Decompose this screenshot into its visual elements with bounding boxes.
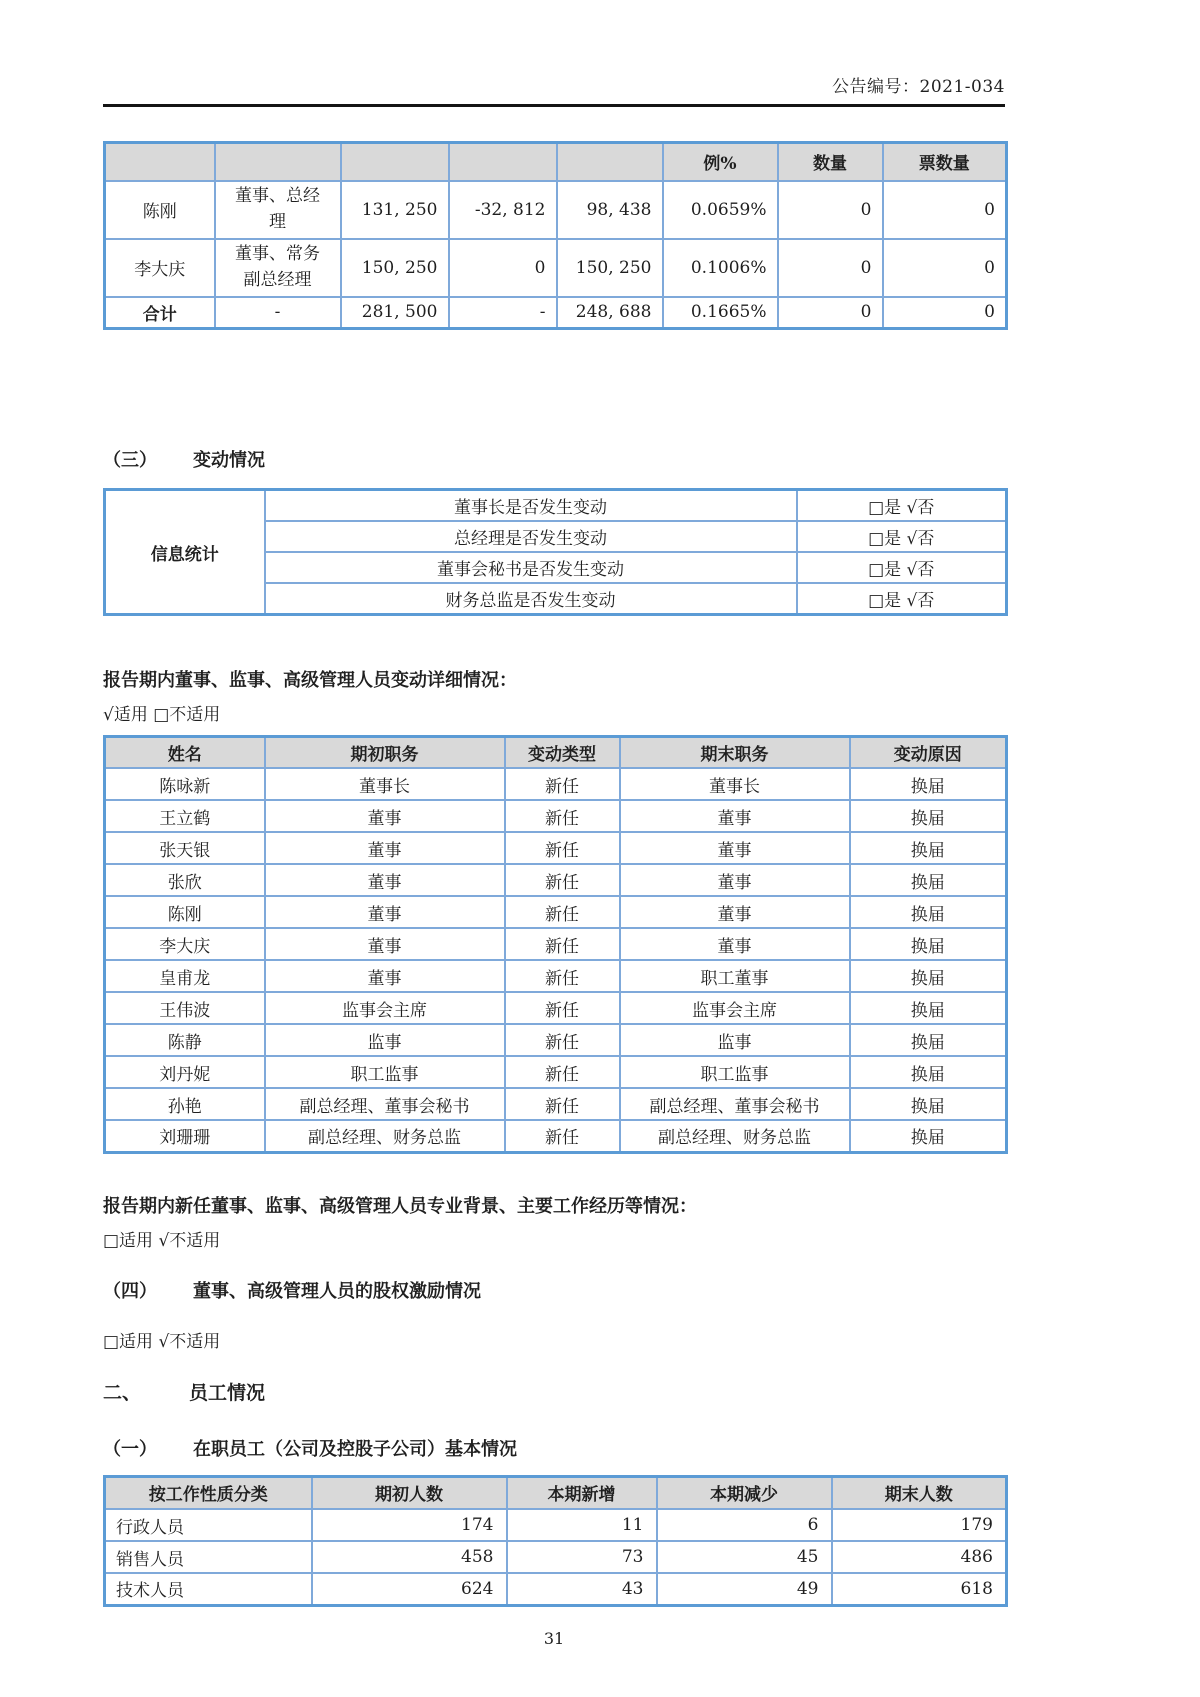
cell: 陈刚 [105, 181, 215, 239]
cell: 董事、常务副总经理 [215, 239, 341, 297]
cell: 行政人员 [105, 1509, 312, 1541]
cell: - [449, 297, 557, 329]
cell: 换届 [850, 832, 1007, 864]
header-cell: 期初职务 [265, 737, 505, 769]
table-row [105, 1573, 1007, 1605]
question-cell: 董事会秘书是否发生变动 [265, 552, 797, 583]
cell: 职工监事 [620, 1056, 850, 1088]
new-appointment-heading: 报告期内新任董事、监事、高级管理人员专业背景、主要工作经历等情况： [103, 1195, 697, 1217]
cell: 副总经理、财务总监 [620, 1120, 850, 1152]
cell: 新任 [505, 1120, 620, 1152]
table-row [105, 992, 1007, 1024]
cell: 新任 [505, 832, 620, 864]
cell: 0 [778, 297, 883, 329]
cell: 董事 [620, 896, 850, 928]
cell: 131, 250 [341, 181, 449, 239]
cell: 合计 [105, 297, 215, 329]
doc-number: 公告编号：2021-034 [832, 77, 1005, 97]
section-number: 二、 [103, 1381, 142, 1404]
table-row [105, 1024, 1007, 1056]
cell: 换届 [850, 800, 1007, 832]
cell: 新任 [505, 960, 620, 992]
table-row [105, 297, 1007, 329]
section-title: 员工情况 [189, 1381, 266, 1404]
cell: 董事 [620, 864, 850, 896]
cell: 6 [657, 1509, 832, 1541]
header-cell: 本期新增 [507, 1476, 657, 1509]
cell: 监事 [620, 1024, 850, 1056]
table-row [105, 1509, 1007, 1541]
cell: 李大庆 [105, 928, 265, 960]
section-title: 变动情况 [193, 450, 265, 471]
table-row [105, 896, 1007, 928]
cell: 0 [883, 297, 1007, 329]
cell: 179 [832, 1509, 1007, 1541]
cell: 李大庆 [105, 239, 215, 297]
remuneration-table [103, 141, 1008, 330]
header-cell: 票数量 [883, 143, 1007, 181]
cell: 新任 [505, 928, 620, 960]
cell: 王立鹤 [105, 800, 265, 832]
cell: 0 [449, 239, 557, 297]
cell: 监事会主席 [265, 992, 505, 1024]
cell: 副总经理、董事会秘书 [620, 1088, 850, 1120]
cell: 486 [832, 1541, 1007, 1573]
cell: 换届 [850, 960, 1007, 992]
cell: 新任 [505, 1088, 620, 1120]
cell: 职工监事 [265, 1056, 505, 1088]
cell: 换届 [850, 1056, 1007, 1088]
info-statistics-label: 信息统计 [105, 490, 265, 615]
cell: 董事 [265, 832, 505, 864]
question-cell: 总经理是否发生变动 [265, 521, 797, 552]
table-row [105, 800, 1007, 832]
cell: 248, 688 [557, 297, 663, 329]
cell: 皇甫龙 [105, 960, 265, 992]
table-row [105, 768, 1007, 800]
cell: 董事长 [265, 768, 505, 800]
header-cell: 本期减少 [657, 1476, 832, 1509]
table-row [105, 239, 1007, 297]
cell: 换届 [850, 1120, 1007, 1152]
section-title: 在职员工（公司及控股子公司）基本情况 [193, 1438, 517, 1460]
cell: 刘珊珊 [105, 1120, 265, 1152]
cell: 换届 [850, 864, 1007, 896]
header-cell: 期末职务 [620, 737, 850, 769]
cell: 副总经理、财务总监 [265, 1120, 505, 1152]
cell: 换届 [850, 1088, 1007, 1120]
section-number: （一） [103, 1438, 157, 1460]
cell: 11 [507, 1509, 657, 1541]
header-cell [105, 143, 215, 181]
cell: 董事 [620, 800, 850, 832]
section-heading-employees [103, 1378, 1005, 1405]
cell: 73 [507, 1541, 657, 1573]
table-row [105, 490, 1007, 522]
header-cell [449, 143, 557, 181]
cell: 刘丹妮 [105, 1056, 265, 1088]
cell: 换届 [850, 896, 1007, 928]
cell: 张天银 [105, 832, 265, 864]
cell: 新任 [505, 1056, 620, 1088]
cell: 换届 [850, 992, 1007, 1024]
cell: 0 [778, 181, 883, 239]
cell: 王伟波 [105, 992, 265, 1024]
table-row [105, 181, 1007, 239]
section-number: （三） [103, 450, 157, 471]
header-cell: 期初人数 [312, 1476, 507, 1509]
cell: 董事 [265, 928, 505, 960]
answer-cell: □是 √否 [797, 583, 1007, 615]
cell: 0.1006% [663, 239, 778, 297]
cell: 150, 250 [341, 239, 449, 297]
section-heading-employee-basic [103, 1435, 1005, 1461]
cell: 618 [832, 1573, 1007, 1605]
cell: 董事 [265, 960, 505, 992]
cell: 技术人员 [105, 1573, 312, 1605]
cell: 孙艳 [105, 1088, 265, 1120]
cell: 150, 250 [557, 239, 663, 297]
cell: 董事 [620, 928, 850, 960]
answer-cell: □是 √否 [797, 490, 1007, 522]
cell: 换届 [850, 928, 1007, 960]
cell: 张欣 [105, 864, 265, 896]
change-detail-table [103, 735, 1008, 1154]
cell: 董事 [265, 800, 505, 832]
cell: 0 [883, 181, 1007, 239]
section-heading-equity [103, 1277, 1005, 1303]
cell: -32, 812 [449, 181, 557, 239]
cell: 陈静 [105, 1024, 265, 1056]
change-detail-applicability: √适用 □不适用 [103, 705, 221, 725]
cell: 陈刚 [105, 896, 265, 928]
answer-cell: □是 √否 [797, 552, 1007, 583]
employee-table [103, 1475, 1008, 1607]
header-cell [557, 143, 663, 181]
table-row [105, 864, 1007, 896]
cell: 监事会主席 [620, 992, 850, 1024]
table-row [105, 928, 1007, 960]
page-content [103, 0, 1005, 1648]
cell: 0 [883, 239, 1007, 297]
table-row [105, 1541, 1007, 1573]
cell: 新任 [505, 768, 620, 800]
cell: 销售人员 [105, 1541, 312, 1573]
remuneration-header-row [105, 143, 1007, 181]
cell: 监事 [265, 1024, 505, 1056]
cell: 新任 [505, 992, 620, 1024]
table-row [105, 1120, 1007, 1152]
section-heading-change [103, 446, 1005, 472]
change-detail-header-row [105, 737, 1007, 769]
header-cell [341, 143, 449, 181]
header-cell: 例% [663, 143, 778, 181]
header-cell: 变动类型 [505, 737, 620, 769]
header-cell: 按工作性质分类 [105, 1476, 312, 1509]
cell: 0.0659% [663, 181, 778, 239]
cell: 624 [312, 1573, 507, 1605]
cell: 281, 500 [341, 297, 449, 329]
cell: 新任 [505, 800, 620, 832]
cell: 45 [657, 1541, 832, 1573]
question-cell: 财务总监是否发生变动 [265, 583, 797, 615]
table-row [105, 1088, 1007, 1120]
header-cell: 变动原因 [850, 737, 1007, 769]
cell: 新任 [505, 1024, 620, 1056]
change-detail-heading: 报告期内董事、监事、高级管理人员变动详细情况： [103, 670, 517, 691]
cell: 换届 [850, 768, 1007, 800]
cell: 49 [657, 1573, 832, 1605]
equity-applicability: □适用 √不适用 [103, 1331, 221, 1352]
new-appointment-applicability: □适用 √不适用 [103, 1230, 221, 1251]
header-cell: 数量 [778, 143, 883, 181]
section-title: 董事、高级管理人员的股权激励情况 [193, 1280, 481, 1302]
cell: 董事长 [620, 768, 850, 800]
info-statistics-table [103, 488, 1008, 616]
cell: 陈咏新 [105, 768, 265, 800]
cell: 0.1665% [663, 297, 778, 329]
table-row [105, 960, 1007, 992]
cell: 458 [312, 1541, 507, 1573]
section-number: （四） [103, 1280, 157, 1302]
cell: 副总经理、董事会秘书 [265, 1088, 505, 1120]
header-rule [103, 104, 1005, 107]
cell: - [215, 297, 341, 329]
cell: 43 [507, 1573, 657, 1605]
header-cell: 期末人数 [832, 1476, 1007, 1509]
header-cell: 姓名 [105, 737, 265, 769]
answer-cell: □是 √否 [797, 521, 1007, 552]
page-number: 31 [543, 1628, 565, 1648]
cell: 0 [778, 239, 883, 297]
question-cell: 董事长是否发生变动 [265, 490, 797, 522]
cell: 董事 [265, 864, 505, 896]
cell: 新任 [505, 864, 620, 896]
cell: 董事、总经理 [215, 181, 341, 239]
cell: 董事 [265, 896, 505, 928]
cell: 换届 [850, 1024, 1007, 1056]
cell: 98, 438 [557, 181, 663, 239]
header-cell [215, 143, 341, 181]
table-row [105, 1056, 1007, 1088]
employee-header-row [105, 1476, 1007, 1509]
cell: 新任 [505, 896, 620, 928]
table-row [105, 832, 1007, 864]
cell: 董事 [620, 832, 850, 864]
cell: 职工董事 [620, 960, 850, 992]
cell: 174 [312, 1509, 507, 1541]
